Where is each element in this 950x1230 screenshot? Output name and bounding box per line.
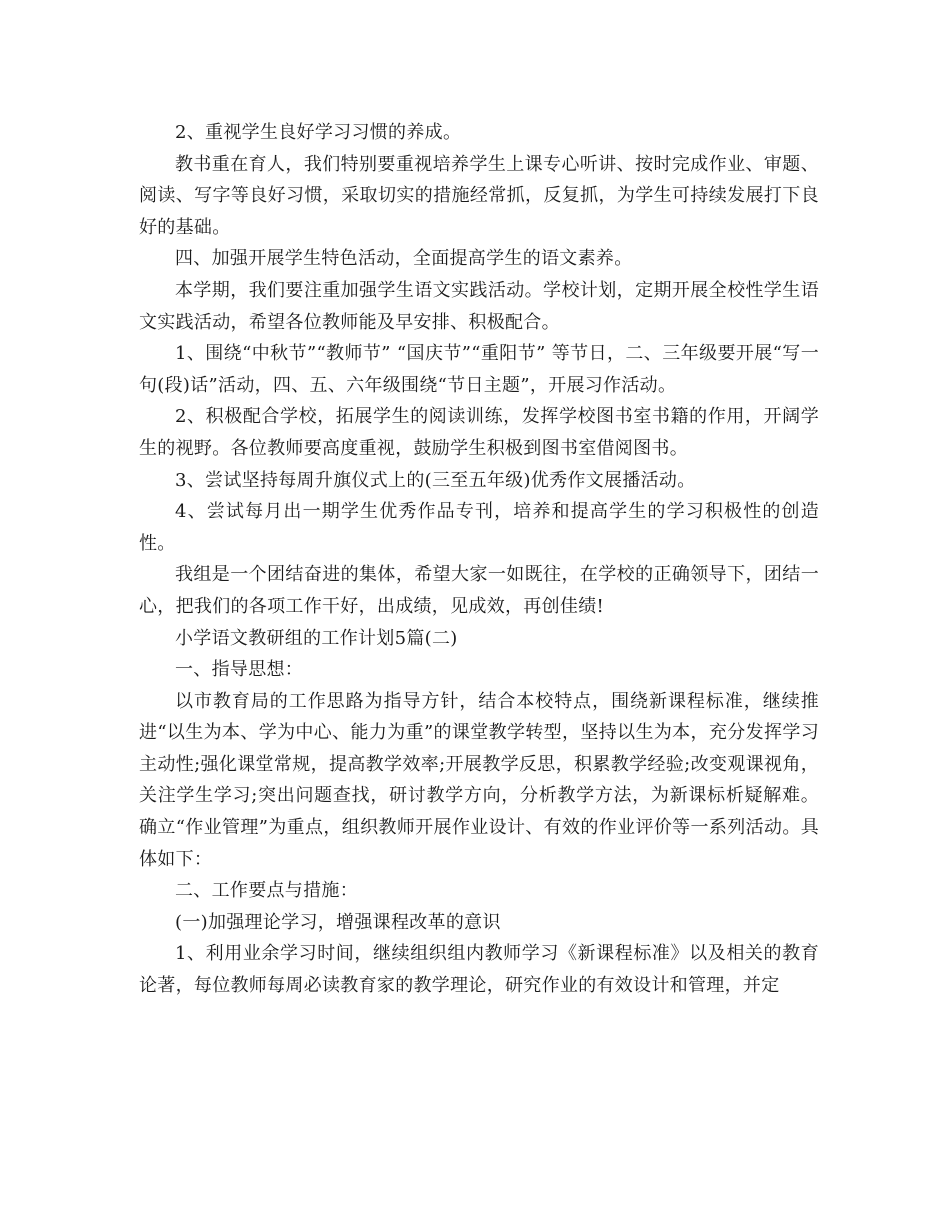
paragraph-closing: 我组是一个团结奋进的集体，希望大家一如既往，在学校的正确领导下，团结一心，把我们的各项工作干好，出成绩，见成效，再创佳绩! [139,564,819,617]
section-title: 小学语文教研组的工作计划5篇(二) [175,627,458,649]
paragraph-habits-body: 教书重在育人，我们特别要重视培养学生上课专心听讲、按时完成作业、审题、阅读、写字等良好习惯，采取切实的措施经常抓，反复抓，为学生可持续发展打下良好的基础。 [139,153,819,238]
paragraph-measures-heading: 二、工作要点与措施： [175,880,358,902]
paragraph-item-flag-ceremony: 3、尝试坚持每周升旗仪式上的(三至五年级)优秀作文展播活动。 [175,469,696,491]
paragraph-theory-heading: (一)加强理论学习，增强课程改革的意识 [175,911,501,933]
paragraph-activities-heading: 四、加强开展学生特色活动，全面提高学生的语文素养。 [175,248,633,270]
paragraph-habits-heading: 2、重视学生良好学习习惯的养成。 [175,122,462,143]
paragraph-item-reading: 2、积极配合学校，拓展学生的阅读训练，发挥学校图书室书籍的作用，开阔学生的视野。各位教师要高度重视，鼓励学生积极到图书室借阅图书。 [139,406,819,459]
paragraph-item-monthly-journal: 4、尝试每月出一期学生优秀作品专刊，培养和提高学生的学习积极性的创造性。 [139,501,819,554]
paragraph-guiding-heading: 一、指导思想： [175,659,304,681]
paragraph-activities-intro: 本学期，我们要注重加强学生语文实践活动。学校计划，定期开展全校性学生语文实践活动，希望各位教师能及早安排、积极配合。 [139,279,819,333]
document-body [139,117,819,1002]
paragraph-theory-item-1: 1、利用业余学习时间，继续组织组内教师学习《新课程标准》以及相关的教育论著，每位教师每周必读教育家的教学理论，研究作业的有效设计和管理，并定 [139,943,819,997]
paragraph-item-festivals: 1、围绕“中秋节”“教师节” “国庆节”“重阳节” 等节日，二、三年级要开展“写一句(段)话”活动，四、五、六年级围绕“节日主题”，开展习作活动。 [139,343,819,396]
paragraph-guiding-body: 以市教育局的工作思路为指导方针，结合本校特点，围绕新课程标准，继续推进“以生为本、学为中心、能力为重”的课堂教学转型，坚持以生为本，充分发挥学习主动性;强化课堂常规，提高教学效率;开展教学反思，积累教学经验;改变观课视角，关注学生学习;突出问题查找，研讨教学方向，分析教学方法，为新课标析疑解难。确立“作业管理”为重点，组织教师开展作业设计、有效的作业评价等一系列活动。具体如下： [139,690,819,870]
